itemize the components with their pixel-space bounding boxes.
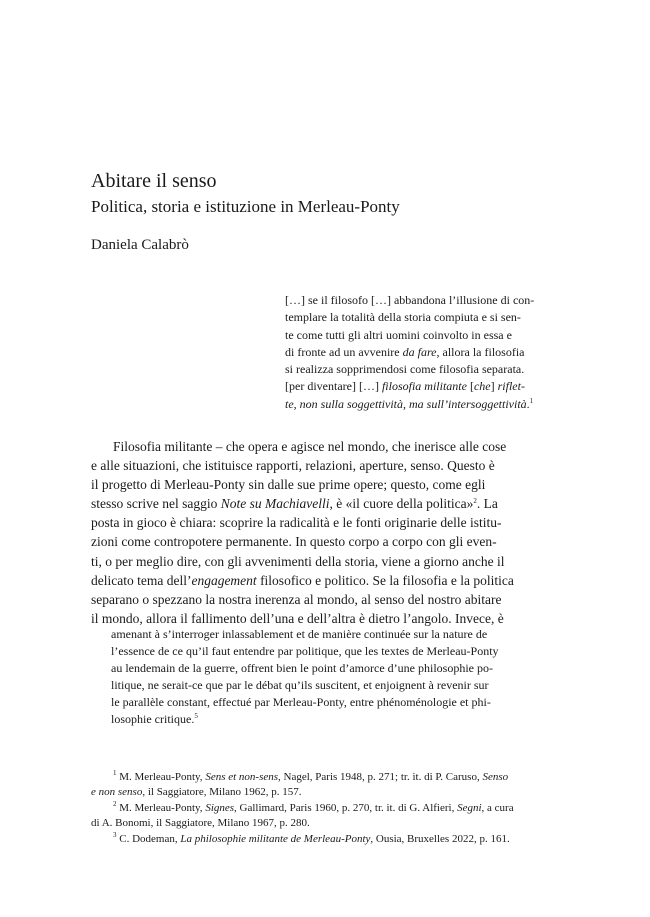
footnote-1: $^1$ M. Merleau-Ponty, Sens et non-sens, Nagel, Paris 1948, p. 271; tr. it. di P. Caruso, Senso bbox=[113, 769, 509, 783]
epigraph-line: [per diventare] […] filosofia militante [che] riflet- bbox=[285, 379, 525, 394]
epigraph-line: te come tutti gli altri uomini coinvolto in essa e bbox=[285, 327, 512, 342]
footnote-number: 1 bbox=[113, 769, 117, 777]
body-paragraph bbox=[91, 437, 557, 628]
body-line: separano o spezzano la nostra inerenza al mondo, al senso del nostro abitare bbox=[91, 591, 502, 607]
footnote-number: 2 bbox=[113, 799, 117, 808]
footnotes bbox=[91, 770, 557, 847]
quote-line: le parallèle constant, effectué par Merleau-Ponty, entre phénoménologie et phi- bbox=[111, 694, 491, 709]
epigraph-line: templare la totalità della storia compiuta e si sen- bbox=[285, 310, 521, 325]
quote-line: l’essence de ce qu’il faut entendre par politique, que les textes de Merleau-Ponty bbox=[111, 643, 499, 658]
body-line: zioni come contropotere permanente. In questo corpo a corpo con gli even- bbox=[91, 534, 497, 550]
footnote-number: 3 bbox=[113, 830, 117, 839]
quote-line: losophie critique.$^5$ bbox=[111, 711, 198, 726]
footnote-1-cont: e non senso, il Saggiatore, Milano 1962, p. 157. bbox=[91, 786, 302, 799]
body-line: il progetto di Merleau-Ponty sin dalle sue prime opere; questo, come egli bbox=[91, 477, 486, 493]
body-line: stesso scrive nel saggio Note su Machiavelli, è «il cuore della politica»$^2$. La bbox=[91, 496, 498, 512]
footnote-ref[interactable]: 2 bbox=[473, 497, 477, 506]
epigraph-line: di fronte ad un avvenire da fare, allora la filosofia bbox=[285, 344, 525, 359]
block-quote bbox=[111, 626, 557, 727]
epigraph bbox=[285, 292, 557, 413]
body-line: e alle situazioni, che istituisce rapporti, relazioni, aperture, senso. Questo è bbox=[91, 458, 495, 474]
footnote-ref[interactable]: 1 bbox=[529, 396, 534, 405]
epigraph-line: si realizza sopprimendosi come filosofia separata. bbox=[285, 362, 525, 377]
footnote-3: $^3$ C. Dodeman, La philosophie militante de Merleau-Ponty, Ousia, Bruxelles 2022, p. 161. bbox=[113, 830, 510, 845]
author-name: Daniela Calabrò bbox=[91, 237, 189, 253]
footnote-2: $^2$ M. Merleau-Ponty, Signes, Gallimard, Paris 1960, p. 270, tr. it. di G. Alfieri, Segni, a cura bbox=[113, 799, 514, 814]
body-line: Filosofia militante – che opera e agisce nel mondo, che inerisce alle cose bbox=[113, 439, 507, 454]
epigraph-line: te, non sulla soggettività, ma sull’intersoggettività.$^1$ bbox=[285, 396, 534, 411]
quote-line: litique, ne serait-ce que par le débat qu’ils suscitent, et enjoignent à revenir sur bbox=[111, 677, 489, 692]
quote-line: amenant à s’interroger inlassablement et de manière continuée sur la nature de bbox=[111, 627, 488, 641]
quote-line: au lendemain de la guerre, offrent bien le point d’amorce d’une philosophie po- bbox=[111, 660, 493, 675]
footnote-2-cont: di A. Bonomi, il Saggiatore, Milano 1967, p. 280. bbox=[91, 817, 310, 830]
article-title: Abitare il senso bbox=[91, 170, 217, 192]
body-line: ti, o per meglio dire, con gli avvenimenti della storia, viene a giorno anche il bbox=[91, 553, 505, 569]
article-subtitle: Politica, storia e istituzione in Merleau-Ponty bbox=[91, 197, 400, 216]
footnote-ref[interactable]: 5 bbox=[194, 711, 198, 720]
body-line: posta in gioco è chiara: scoprire la radicalità e le fonti originarie delle istitu- bbox=[91, 515, 502, 531]
body-line: delicato tema dell’engagement filosofico e politico. Se la filosofia e la politica bbox=[91, 572, 514, 588]
epigraph-line: […] se il filosofo […] abbandona l’illusione di con- bbox=[285, 293, 535, 307]
body-line: il mondo, allora il fallimento dell’una e dell’altra è dietro l’angolo. Invece, è bbox=[91, 610, 504, 626]
